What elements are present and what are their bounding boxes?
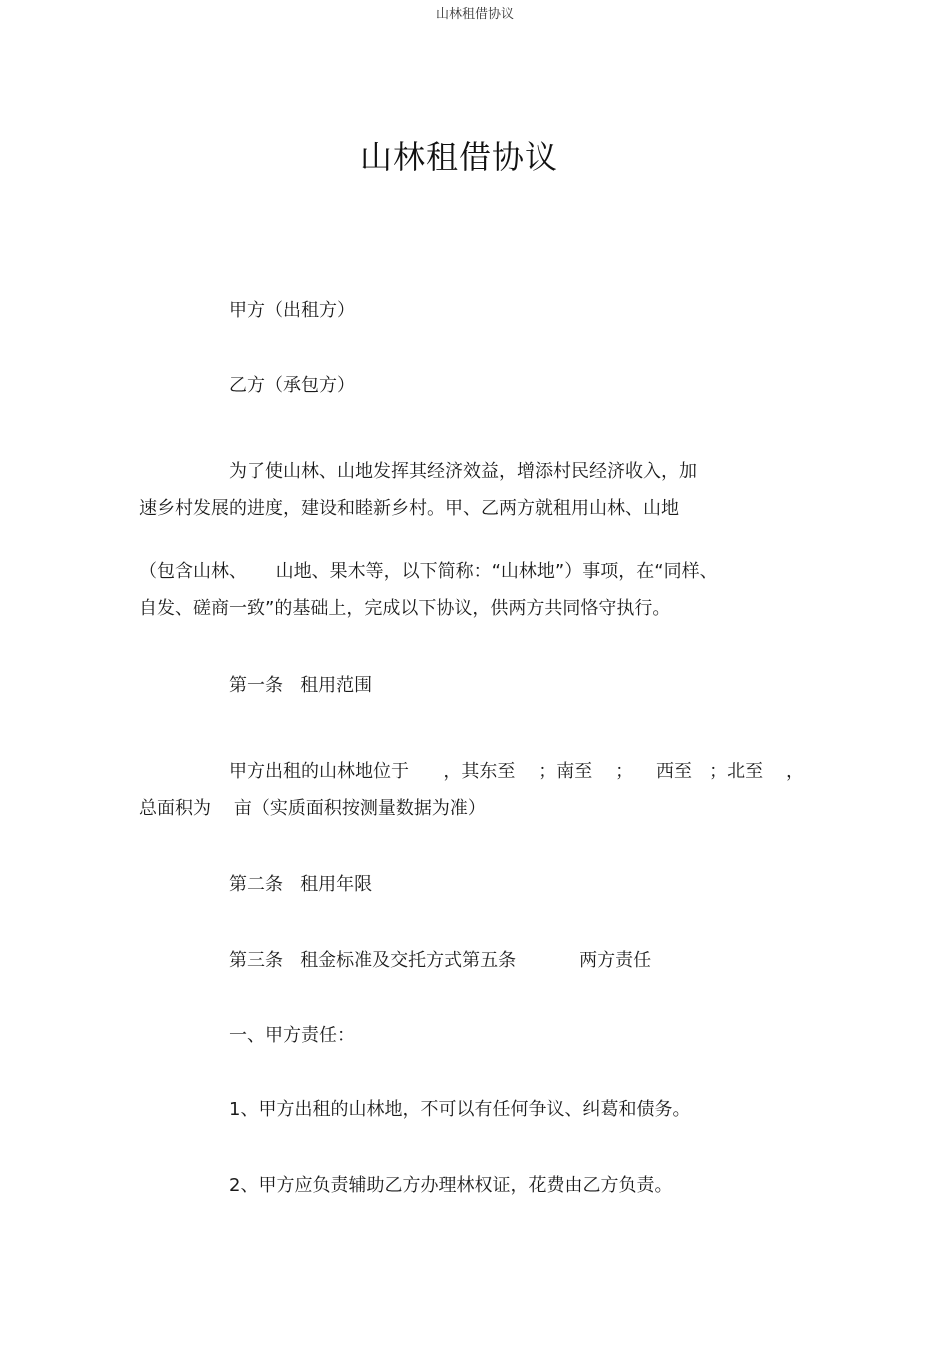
party-a-duty-2: 2、甲方应负责辅助乙方办理林权证，花费由乙方负责。 [229, 1175, 673, 1196]
party-a-line: 甲方（出租方） [229, 300, 355, 321]
article-1-heading: 第一条 租用范围 [229, 675, 373, 696]
article-2-heading: 第二条 租用年限 [229, 874, 373, 895]
party-a-duty-1: 1、甲方出租的山林地，不可以有任何争议、纠葛和债务。 [229, 1099, 691, 1120]
running-header: 山林租借协议 [435, 7, 514, 22]
document-title: 山林租借协议 [359, 138, 558, 176]
article-1-body-line-2: 总面积为 亩（实质面积按测量数据为准） [139, 798, 486, 819]
preamble-line-2: 速乡村发展的进度，建设和睦新乡村。甲、乙两方就租用山林、山地 [139, 498, 679, 519]
article-3-heading: 第三条 租金标准及交托方式第五条 两方责任 [229, 950, 652, 971]
preamble-line-1: 为了使山林、山地发挥其经济效益，增添村民经济收入，加 [229, 461, 697, 482]
party-a-duties-heading: 一、甲方责任： [229, 1025, 355, 1046]
article-1-body-line-1: 甲方出租的山林地位于 ，其东至 ；南至 ； 西至 ；北至 ， [229, 761, 805, 782]
party-b-line: 乙方（承包方） [229, 375, 355, 396]
preamble-line-4: 自发、磋商一致”的基础上，完成以下协议，供两方共同恪守执行。 [139, 598, 671, 619]
preamble-line-3: （包含山林、 山地、果木等，以下简称：“山林地”）事项，在“同样、 [139, 561, 718, 582]
